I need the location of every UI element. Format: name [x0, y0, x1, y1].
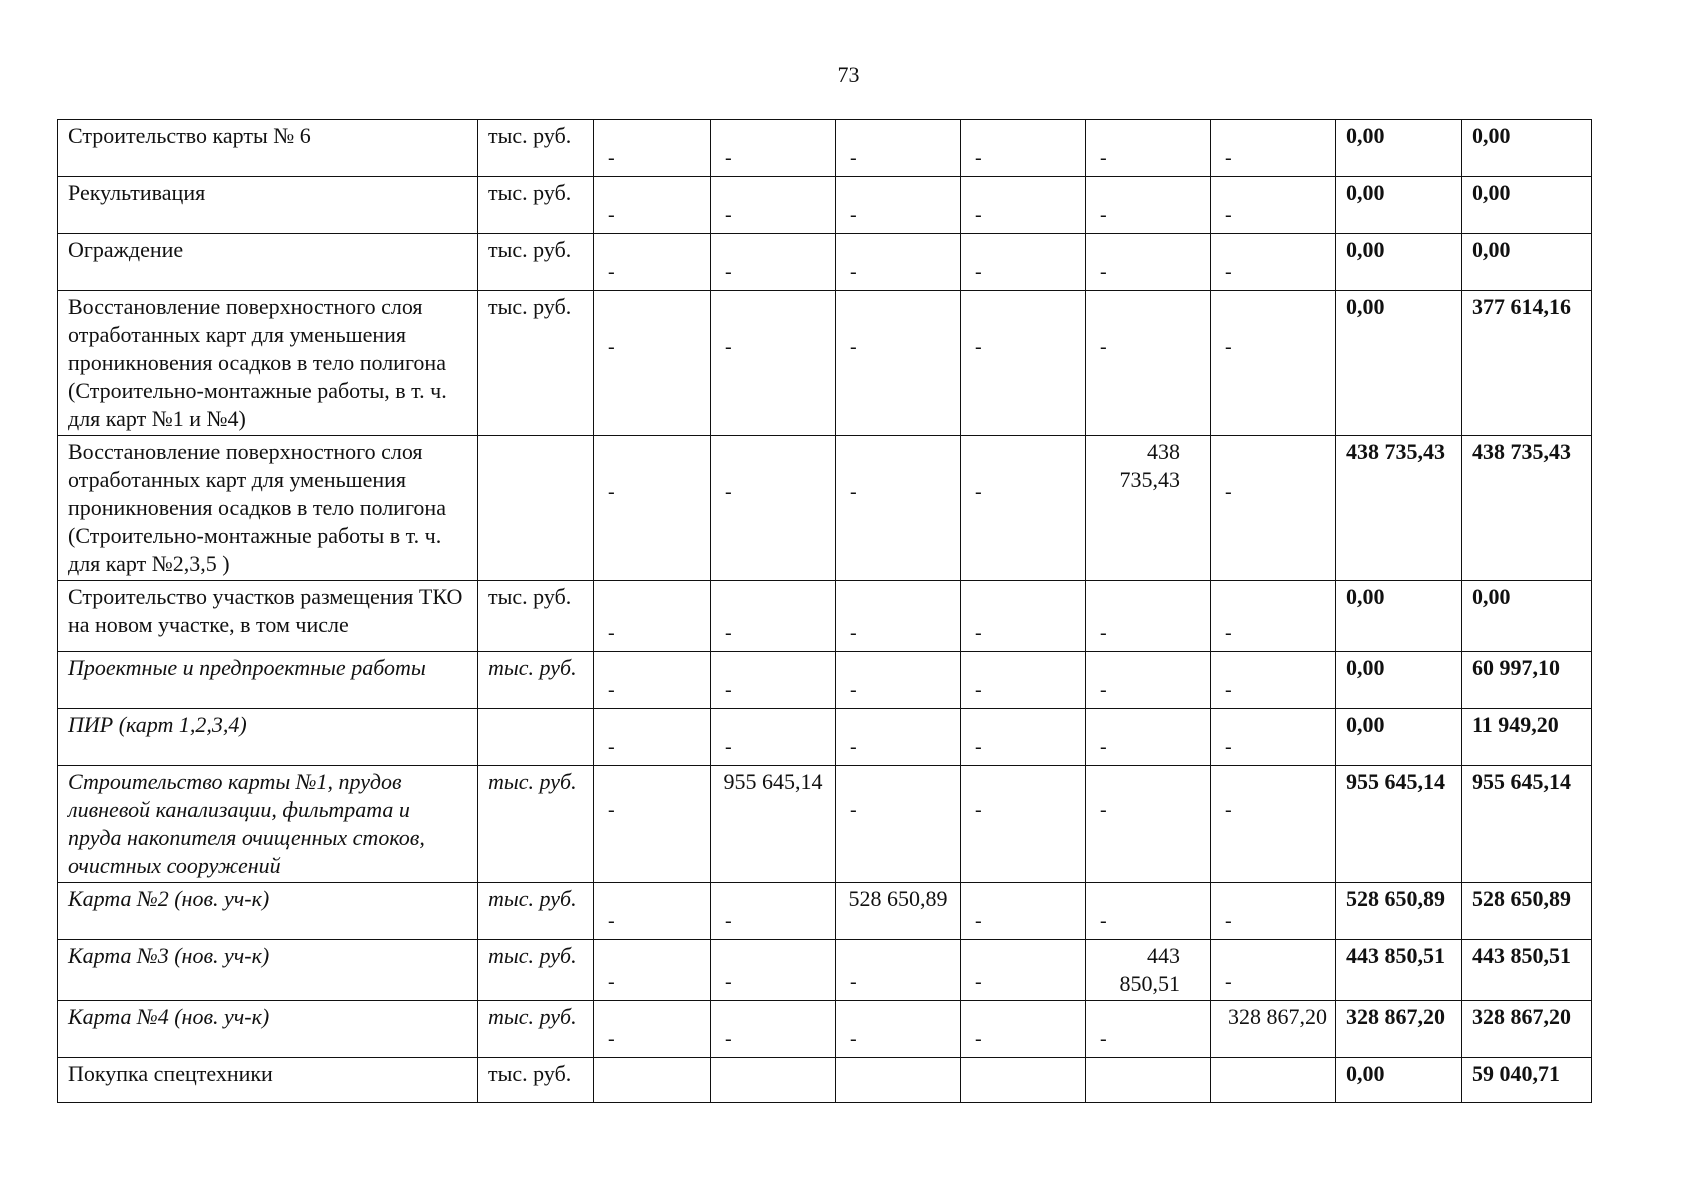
row-name: Восстановление поверхностного слоя отработанных карт для уменьшения проникновения осадков в тело полигона (Строительно-монтажные работы, в т. ч. для карт №1 и №4) — [58, 291, 478, 436]
value-cell: - — [1211, 291, 1336, 436]
value-cell: - — [1086, 177, 1211, 234]
value-cell: - — [711, 177, 836, 234]
page-number: 73 — [837, 62, 860, 87]
value-cell: - — [836, 766, 961, 883]
value-cell: - — [836, 436, 961, 581]
value-cell: - — [836, 1001, 961, 1058]
value-cell: - — [836, 652, 961, 709]
total-cell: 528 650,89 — [1462, 883, 1592, 940]
value-cell: - — [1086, 234, 1211, 291]
value-cell: - — [961, 883, 1086, 940]
total-cell: 438 735,43 — [1336, 436, 1462, 581]
table-row — [58, 652, 1592, 709]
value-cell: - — [961, 1001, 1086, 1058]
total-cell: 0,00 — [1462, 581, 1592, 652]
total-cell: 443 850,51 — [1462, 940, 1592, 1001]
value-cell: - — [1211, 883, 1336, 940]
total-cell: 0,00 — [1336, 120, 1462, 177]
value-cell: - — [594, 581, 711, 652]
total-cell: 0,00 — [1462, 177, 1592, 234]
row-unit: тыс. руб. — [478, 652, 594, 709]
value-cell: - — [1211, 120, 1336, 177]
row-unit: тыс. руб. — [478, 234, 594, 291]
value-cell — [1211, 1058, 1336, 1103]
total-cell: 0,00 — [1462, 120, 1592, 177]
value-cell: - — [961, 291, 1086, 436]
value-cell: - — [961, 766, 1086, 883]
table-row — [58, 1058, 1592, 1103]
value-cell: 328 867,20 — [1211, 1001, 1336, 1058]
value-cell: - — [836, 234, 961, 291]
value-cell: - — [711, 883, 836, 940]
total-cell: 0,00 — [1336, 291, 1462, 436]
total-cell: 11 949,20 — [1462, 709, 1592, 766]
value-cell: - — [594, 883, 711, 940]
value-cell: - — [836, 709, 961, 766]
table-row — [58, 581, 1592, 652]
value-cell: - — [1086, 709, 1211, 766]
row-name: Строительство карты № 6 — [58, 120, 478, 177]
value-cell: - — [594, 1001, 711, 1058]
value-cell: - — [711, 291, 836, 436]
value-cell: - — [711, 436, 836, 581]
table-row — [58, 291, 1592, 436]
row-unit: тыс. руб. — [478, 291, 594, 436]
total-cell: 328 867,20 — [1462, 1001, 1592, 1058]
total-cell: 0,00 — [1336, 177, 1462, 234]
value-cell — [594, 1058, 711, 1103]
total-cell: 438 735,43 — [1462, 436, 1592, 581]
value-cell: - — [961, 120, 1086, 177]
value-cell: - — [594, 234, 711, 291]
value-cell: - — [594, 120, 711, 177]
value-cell: - — [961, 436, 1086, 581]
row-name: Рекультивация — [58, 177, 478, 234]
value-cell — [1086, 1058, 1211, 1103]
value-cell: - — [1211, 940, 1336, 1001]
value-cell: - — [961, 234, 1086, 291]
total-cell: 0,00 — [1336, 1058, 1462, 1103]
table-row — [58, 120, 1592, 177]
row-unit — [478, 436, 594, 581]
table-row — [58, 883, 1592, 940]
total-cell: 0,00 — [1336, 581, 1462, 652]
value-cell: - — [594, 766, 711, 883]
row-name: Карта №2 (нов. уч-к) — [58, 883, 478, 940]
table-row — [58, 234, 1592, 291]
value-cell: - — [594, 291, 711, 436]
value-cell — [836, 1058, 961, 1103]
row-unit: тыс. руб. — [478, 1058, 594, 1103]
row-unit: тыс. руб. — [478, 120, 594, 177]
row-unit: тыс. руб. — [478, 940, 594, 1001]
total-cell: 955 645,14 — [1336, 766, 1462, 883]
row-unit: тыс. руб. — [478, 883, 594, 940]
row-name: ПИР (карт 1,2,3,4) — [58, 709, 478, 766]
value-cell: - — [1211, 766, 1336, 883]
value-cell: - — [961, 652, 1086, 709]
value-cell — [711, 1058, 836, 1103]
value-cell: - — [594, 652, 711, 709]
value-cell: 955 645,14 — [711, 766, 836, 883]
table-row — [58, 436, 1592, 581]
row-unit: тыс. руб. — [478, 177, 594, 234]
row-name: Покупка спецтехники — [58, 1058, 478, 1103]
value-cell: - — [836, 581, 961, 652]
value-cell: - — [711, 652, 836, 709]
table-row — [58, 1001, 1592, 1058]
total-cell: 0,00 — [1462, 234, 1592, 291]
budget-table — [57, 119, 1592, 1103]
total-cell: 60 997,10 — [1462, 652, 1592, 709]
table-row — [58, 940, 1592, 1001]
value-cell: - — [1086, 652, 1211, 709]
row-name: Карта №4 (нов. уч-к) — [58, 1001, 478, 1058]
value-cell: 528 650,89 — [836, 883, 961, 940]
value-cell: - — [711, 940, 836, 1001]
row-name: Строительство карты №1, прудов ливневой канализации, фильтрата и пруда накопителя очищенных стоков, очистных сооружений — [58, 766, 478, 883]
value-cell: - — [836, 940, 961, 1001]
total-cell: 443 850,51 — [1336, 940, 1462, 1001]
value-cell: - — [1086, 883, 1211, 940]
value-cell: - — [1086, 291, 1211, 436]
row-name: Проектные и предпроектные работы — [58, 652, 478, 709]
row-name: Восстановление поверхностного слоя отработанных карт для уменьшения проникновения осадков в тело полигона (Строительно-монтажные работы в т. ч. для карт №2,3,5 ) — [58, 436, 478, 581]
value-cell: 438 735,43 — [1086, 436, 1211, 581]
table-row — [58, 177, 1592, 234]
value-cell: - — [1211, 234, 1336, 291]
value-cell: - — [836, 177, 961, 234]
value-cell: - — [961, 940, 1086, 1001]
total-cell: 955 645,14 — [1462, 766, 1592, 883]
total-cell: 377 614,16 — [1462, 291, 1592, 436]
table-row — [58, 709, 1592, 766]
value-cell: - — [1086, 120, 1211, 177]
value-cell: - — [1086, 766, 1211, 883]
row-unit: тыс. руб. — [478, 1001, 594, 1058]
total-cell: 328 867,20 — [1336, 1001, 1462, 1058]
value-cell: - — [594, 709, 711, 766]
value-cell: - — [836, 291, 961, 436]
value-cell: - — [594, 177, 711, 234]
value-cell: - — [961, 581, 1086, 652]
value-cell: - — [711, 1001, 836, 1058]
row-name: Карта №3 (нов. уч-к) — [58, 940, 478, 1001]
row-unit: тыс. руб. — [478, 581, 594, 652]
value-cell: - — [1211, 436, 1336, 581]
value-cell: - — [711, 709, 836, 766]
value-cell: - — [1086, 581, 1211, 652]
total-cell: 0,00 — [1336, 709, 1462, 766]
value-cell: - — [594, 940, 711, 1001]
value-cell: - — [1211, 581, 1336, 652]
value-cell: - — [594, 436, 711, 581]
value-cell: - — [836, 120, 961, 177]
value-cell: - — [711, 581, 836, 652]
value-cell: - — [711, 234, 836, 291]
value-cell: - — [961, 709, 1086, 766]
total-cell: 59 040,71 — [1462, 1058, 1592, 1103]
table-row — [58, 766, 1592, 883]
value-cell: 443 850,51 — [1086, 940, 1211, 1001]
value-cell — [961, 1058, 1086, 1103]
value-cell: - — [1211, 709, 1336, 766]
row-name: Ограждение — [58, 234, 478, 291]
row-unit — [478, 709, 594, 766]
value-cell: - — [1211, 652, 1336, 709]
value-cell: - — [1086, 1001, 1211, 1058]
value-cell: - — [961, 177, 1086, 234]
total-cell: 0,00 — [1336, 234, 1462, 291]
row-name: Строительство участков размещения ТКО на новом участке, в том числе — [58, 581, 478, 652]
value-cell: - — [711, 120, 836, 177]
row-unit: тыс. руб. — [478, 766, 594, 883]
total-cell: 0,00 — [1336, 652, 1462, 709]
value-cell: - — [1211, 177, 1336, 234]
total-cell: 528 650,89 — [1336, 883, 1462, 940]
